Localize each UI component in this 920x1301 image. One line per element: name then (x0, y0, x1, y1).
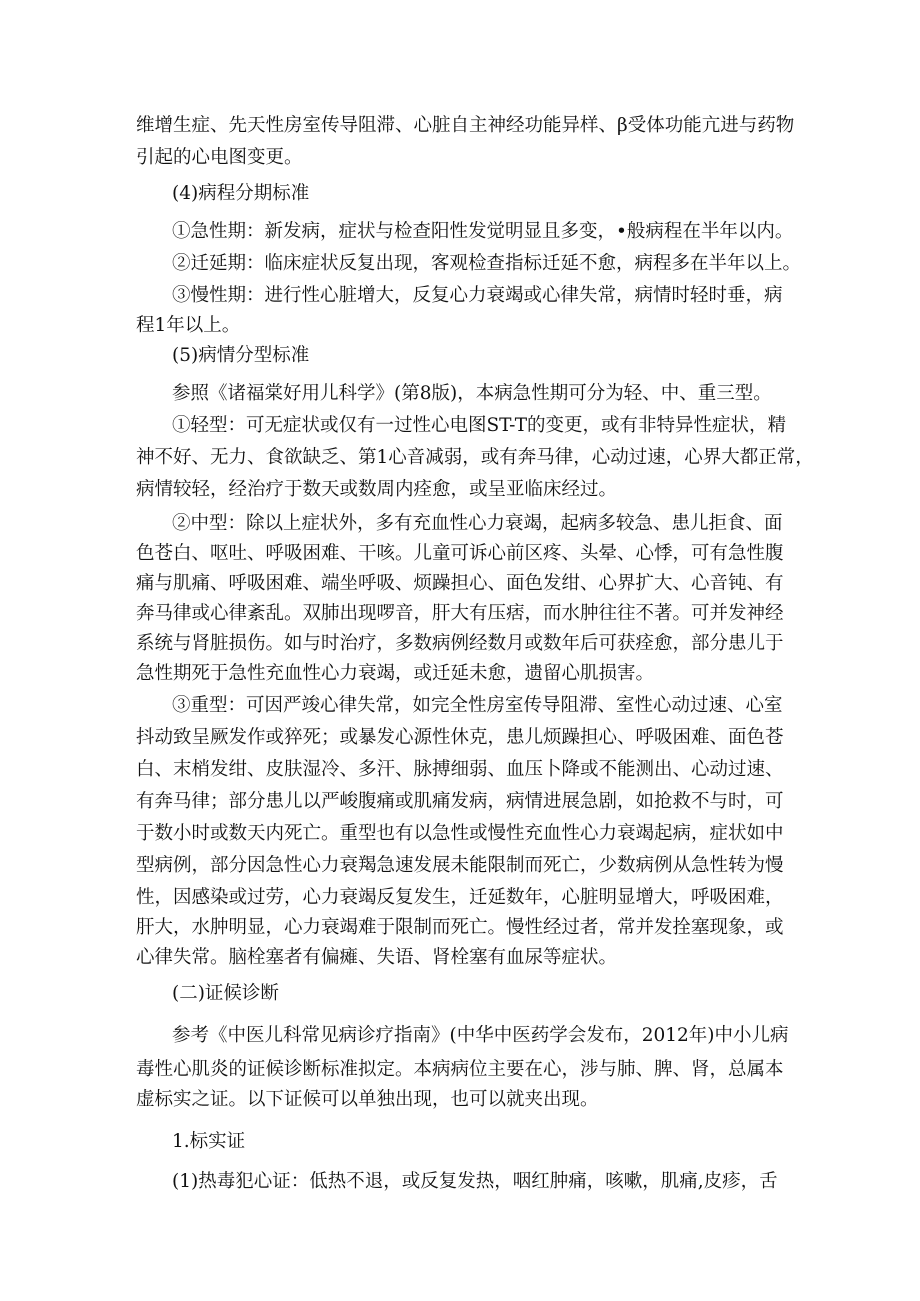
paragraph-line: 病情较轻，经治疗于数天或数周内痊愈，或呈亚临床经过。 (136, 479, 618, 500)
paragraph-line: 肝大，水肿明显，心力衰竭难于限制而死亡。慢性经过者，常并发拴塞现象，或 (136, 917, 784, 938)
paragraph-line: 参考《中医儿科常见病诊疗指南》(中华中医药学会发布，2012年)中小儿病 (172, 1025, 789, 1046)
paragraph-line: ①轻型：可无症状或仅有一过性心电图ST-T的变更，或有非特异性症状，精 (172, 415, 787, 436)
paragraph-line: 虚标实之证。以下证候可以单独出现，也可以就夹出现。 (136, 1089, 599, 1110)
paragraph-line: 于数小时或数天内死亡。重型也有以急性或慢性充血性心力衰竭起病，症状如中 (136, 823, 784, 844)
paragraph-line: 痛与肌痛、呼吸困难、端坐呼吸、烦躁担心、面色发绀、心界扩大、心音钝、有 (136, 573, 784, 594)
paragraph-line: ①急性期：新发病，症状与检查阳性发觉明显且多变，•般病程在半年以内。 (172, 221, 794, 242)
paragraph-line: ②迁延期：临床症状反复出现，客观检查指标迁延不愈，病程多在半年以上。 (172, 253, 802, 274)
paragraph-line: 程1年以上。 (136, 315, 241, 336)
paragraph-line: 性，因感染或过劳，心力衰竭反复发生，迁延数年，心脏明显增大，呼吸困难， (136, 887, 784, 908)
paragraph-line: 系统与肾脏损伤。如与时治疗，多数病例经数月或数年后可获痊愈，部分患儿于 (136, 633, 784, 654)
paragraph-line: 抖动致呈厥发作或猝死；或暴发心源性休克，患儿烦躁担心、呼吸困难、面色苍 (136, 727, 784, 748)
paragraph-line: 奔马律或心律紊乱。双肺出现啰音，肝大有压痞，而水肿往往不著。可并发神经 (136, 603, 784, 624)
paragraph-line: 引起的心电图变更。 (136, 147, 303, 168)
paragraph-line: 神不好、无力、食欲缺乏、第1心音减弱，或有奔马律，心动过速，心界大都正常， (136, 447, 814, 468)
paragraph-line: 参照《诸福棠好用儿科学》(第8版)，本病急性期可分为轻、中、重三型。 (172, 383, 772, 404)
section-heading: (4)病程分期标准 (172, 183, 310, 204)
paragraph-line: 毒性心肌炎的证候诊断标准拟定。本病病位主要在心，涉与肺、脾、肾，总属本 (136, 1059, 784, 1080)
paragraph-line: 维增生症、先天性房室传导阻滞、心脏自主神经功能异样、β受体功能亢进与药物 (136, 115, 795, 136)
paragraph-line: 型病例，部分因急性心力衰羯急速发展未能限制而死亡，少数病例从急性转为慢 (136, 855, 784, 876)
paragraph-line: 色苍白、呕吐、呼吸困难、干咳。儿童可诉心前区疼、头晕、心悸，可有急性腹 (136, 543, 784, 564)
section-heading: (5)病情分型标准 (172, 345, 310, 366)
paragraph-line: 白、末梢发绀、皮肤湿冷、多汗、脉搏细弱、血压卜降或不能测出、心动过速、 (136, 759, 784, 780)
paragraph-line: ③重型：可因严竣心律失常，如完全性房室传导阻滞、室性心动过速、心室 (172, 695, 783, 716)
section-heading: 1.标实证 (172, 1131, 246, 1152)
paragraph-line: (1)热毒犯心证：低热不退，或反复发热，咽红肿痛，咳嗽，肌痛,皮疹，舌 (172, 1171, 778, 1192)
paragraph-line: 心律失常。脑栓塞者有偏瘫、失语、肾栓塞有血尿等症状。 (136, 947, 618, 968)
paragraph-line: ②中型：除以上症状外，多有充血性心力衰竭，起病多较急、患儿拒食、面 (172, 513, 783, 534)
paragraph-line: 急性期死于急性充血性心力衰竭，或迁延未愈，遗留心肌损害。 (136, 663, 655, 684)
paragraph-line: ③慢性期：进行性心脏增大，反复心力衰竭或心律失常，病情时轻时垂，病 (172, 285, 783, 306)
section-heading: (二)证候诊断 (172, 983, 279, 1004)
paragraph-line: 有奔马律；部分患儿以严峻腹痛或肌痛发病，病情进展急剧，如抢救不与时，可 (136, 791, 784, 812)
